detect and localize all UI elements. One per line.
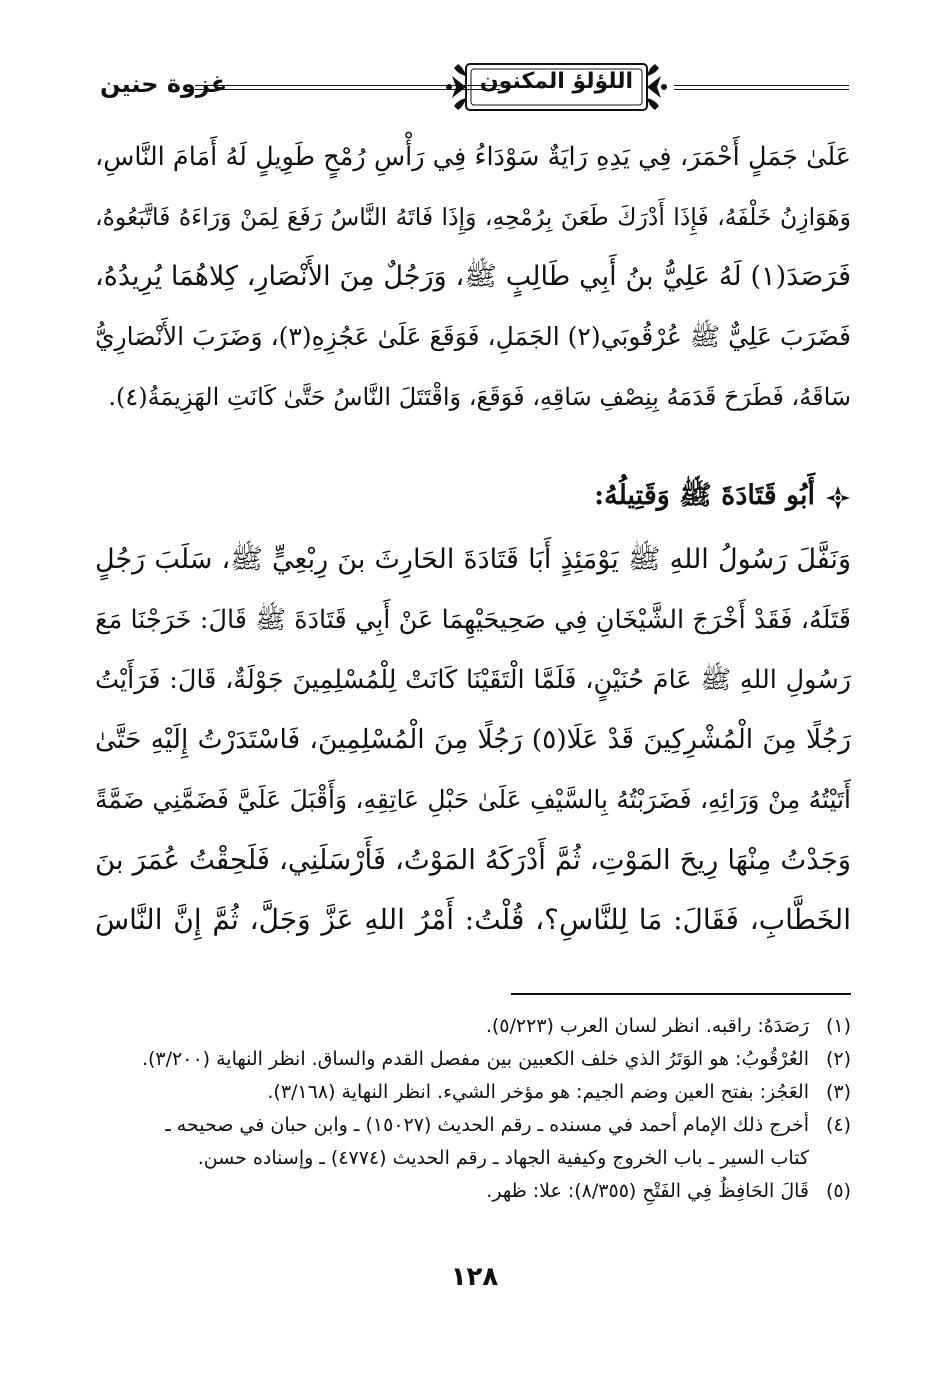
chapter-title: غزوة حنين (100, 70, 228, 98)
section-heading (594, 478, 851, 518)
running-header (100, 52, 849, 122)
footnote-number: (٢) (825, 1048, 851, 1070)
footnote-number: (٣) (825, 1081, 851, 1103)
footnote-text: العُرْقُوبُ: هو الوَتَرُ الذي خلف الكعبين بين مفصل القدم والساق. انظر النهاية (٣/٢٠٠). (141, 1048, 809, 1070)
flower-bullet-icon (825, 485, 851, 511)
footnote-number: (١) (825, 1015, 851, 1037)
header-rule-right (674, 85, 849, 90)
text-line: الخَطَّابِ، فَقَالَ: مَا لِلنَّاسِ؟، قُلْتُ: أَمْرُ اللهِ عَزَّ وَجَلَّ، ثُمَّ إِنَّ النَّاسَ (95, 903, 851, 936)
text-line: أَتَيْتُهُ مِنْ وَرَائِهِ، فَضَرَبْتُهُ بِالسَّيْفِ عَلَىٰ حَبْلِ عَاتِقِهِ، وَأَقْبَلَ عَلَيَّ فَضَمَّنِي ضَمَّةً (95, 785, 851, 814)
footnote-2 (95, 1043, 851, 1076)
footnote-text-continuation: كتاب السير ـ باب الخروج وكيفية الجهاد ـ رقم الحديث (٤٧٧٤) ـ وإسناده حسن. (197, 1147, 809, 1169)
text-line: وَنَفَّلَ رَسُولُ اللهِ ﷺ يَوْمَئِذٍ أَبَا قَتَادَةَ الحَارِثَ بنَ رِبْعِيٍّ ﷺ، سَلَبَ رَجُلٍ (95, 544, 851, 575)
footnote-5 (95, 1175, 851, 1208)
footnote-text: العَجُز: بفتح العين وضم الجيم: هو مؤخر الشيء. انظر النهاية (٣/١٦٨). (267, 1081, 809, 1103)
text-line: عَلَىٰ جَمَلٍ أَحْمَرَ، فِي يَدِهِ رَايَةٌ سَوْدَاءُ فِي رَأْسِ رُمْحٍ طَوِيلٍ لَهُ أَمَامَ النَّاسِ، (95, 142, 851, 172)
footnote-separator (511, 993, 851, 995)
footnote-text: رَصَدَهُ: راقبه. انظر لسان العرب (٥/٢٢٣). (485, 1015, 809, 1037)
footnote-number: (٤) (825, 1114, 851, 1136)
text-line: فَضَرَبَ عَلِيٌّ ﷺ عُرْقُوبَي(٢) الجَمَلِ، فَوَقَعَ عَلَىٰ عَجُزِهِ(٣)، وَضَرَبَ الأَنْصَارِيُّ (94, 322, 851, 351)
text-line: رَسُولِ اللهِ ﷺ عَامَ حُنَيْنٍ، فَلَمَّا الْتَقَيْنَا كَانَتْ لِلْمُسْلِمِينَ جَوْلَةٌ، قَالَ: فَرَأَيْتُ (95, 665, 851, 695)
footnotes (95, 1010, 851, 1208)
text-line: قَتَلَهُ، فَقَدْ أَخْرَجَ الشَّيْخَانِ فِي صَحِيحَيْهِمَا عَنْ أَبِي قَتَادَةَ ﷺ قَالَ: خَرَجْنَا مَعَ (95, 605, 851, 635)
footnote-text: أخرج ذلك الإمام أحمد في مسنده ـ رقم الحديث (١٥٠٢٧) ـ وابن حبان في صحيحه ـ (165, 1114, 809, 1136)
text-line: فَرَصَدَ(١) لَهُ عَلِيُّ بنُ أَبِي طَالِبٍ ﷺ، وَرَجُلٌ مِنَ الأَنْصَارِ، كِلاهُمَا يُرِيدُهُ، (95, 261, 851, 292)
footnote-number: (٥) (825, 1180, 851, 1202)
paragraph-2 (95, 530, 851, 950)
text-line: رَجُلًا مِنَ الْمُشْرِكِينَ قَدْ عَلَا(٥) رَجُلًا مِنَ الْمُسْلِمِينَ، فَاسْتَدَرْتُ إِلَيْهِ حَتَّىٰ (95, 724, 851, 755)
text-line: وَجَدْتُ مِنْهَا رِيحَ المَوْتِ، ثُمَّ أَدْرَكَهُ المَوْتُ، فَأَرْسَلَنِي، فَلَحِقْتُ عُمَرَ بنَ (95, 844, 851, 876)
footnote-text: قَالَ الحَافِظُ فِي الفَتْحِ (٨/٣٥٥): علا: ظهر. (486, 1180, 809, 1202)
text-line: سَاقَهُ، فَطَرَحَ قَدَمَهُ بِنِصْفِ سَاقِهِ، فَوَقَعَ، وَاقْتَتَلَ النَّاسُ حَتَّىٰ كَانَتِ الهَزِيمَةُ(٤). (108, 383, 851, 411)
footnote-4 (95, 1109, 851, 1142)
page-number: ١٢٨ (450, 1262, 499, 1292)
footnote-1 (95, 1010, 851, 1043)
book-title: اللؤلؤ المكنون (479, 69, 634, 94)
header-rule-left (195, 85, 500, 90)
text-line: وَهَوَازِنُ خَلْفَهُ، فَإِذَا أَدْرَكَ طَعَنَ بِرُمْحِهِ، وَإِذَا فَاتَهُ النَّاسُ رَفَعَ لِمَنْ وَرَاءَهُ فَاتَّبَعُوهُ، (95, 203, 851, 231)
footnote-3 (95, 1076, 851, 1109)
section-heading-text: أَبُو قَتَادَةَ ﷺ وَقَتِيلُهُ: (594, 480, 815, 511)
paragraph-1 (95, 127, 851, 427)
